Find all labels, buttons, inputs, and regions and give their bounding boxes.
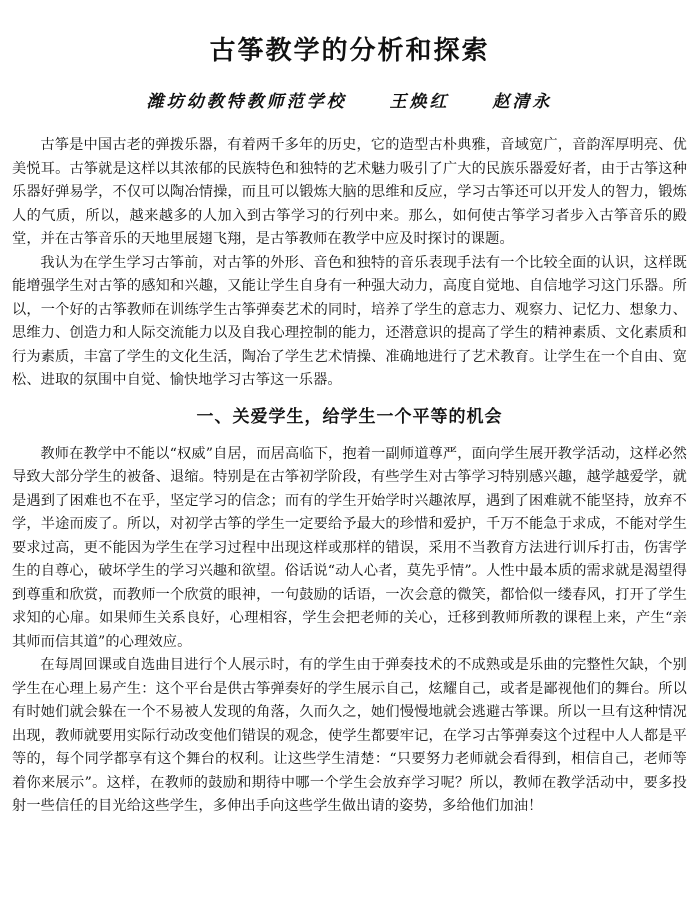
author-name-2: 赵清永 — [492, 92, 553, 112]
author-affiliation: 潍坊幼教特教师范学校 — [146, 92, 347, 112]
article-title: 古筝教学的分析和探索 — [209, 36, 490, 66]
author-name-1: 王焕红 — [389, 92, 450, 112]
paragraph-4: 在每周回课或自选曲目进行个人展示时，有的学生由于弹奏技术的不成熟或是乐曲的完整性欠缺，个别学生在心理上易产生：这个平台是供古筝弹奏好的学生展示自己，炫耀自己，或者是鄙视他们的舞台。所以有时她们就会躲在一个不易被人发现的角落，久而久之，她们慢慢地就会逃避古筝课。所以一旦有这种情况出现，教师就要用实际行动改变他们错误的观念，使学生都要牢记，在学习古筝弹奏这个过程中人人都是平等的，每个同学都享有这个舞台的权利。让这些学生清楚：“只要努力老师就会看得到，相信自己，老师等着你来展示”。这样，在教师的鼓励和期待中哪一个学生会放弃学习呢？所以，教师在教学活动中，要多投射一些信任的目光给这些学生，多伸出手向这些学生做出请的姿势，多给他们加油！ — [12, 657, 687, 814]
paragraph-3: 教师在教学中不能以“权威”自居，而居高临下，抱着一副师道尊严，面向学生展开教学活动，这样必然导致大部分学生的被备、退缩。特别是在古筝初学阶段，有些学生对古筝学习特别感兴趣，越学越爱学，就是遇到了困难也不在乎，坚定学习的信念；而有的学生开始学时兴趣浓厚，遇到了困难就不能坚持，放弃不学，半途而废了。所以，对初学古筝的学生一定要给予最大的珍惜和爱护，千万不能急于求成，不能对学生要求过高，更不能因为学生在学习过程中出现这样或那样的错误，采用不当教育方法进行训斥打击，伤害学生的自尊心，破坏学生的学习兴趣和欲望。俗话说“动人心者，莫先乎情”。人性中最本质的需求就是渴望得到尊重和欣赏，而教师一个欣赏的眼神，一句鼓励的话语，一次会意的微笑，都恰似一缕春风，打开了学生求知的心扉。如果师生关系良好，心理相容，学生会把老师的关心，迁移到教师所教的课程上来，产生“亲其师而信其道”的心理效应。 — [12, 445, 687, 650]
paragraph-2: 我认为在学生学习古筝前，对古筝的外形、音色和独特的音乐表现手法有一个比较全面的认识，这样既能增强学生对古筝的感知和兴趣，又能让学生自身有一种强大动力，高度自觉地、自信地学习这门乐器。所以，一个好的古筝教师在训练学生古筝弹奏艺术的同时，培养了学生的意志力、观察力、记忆力、想象力、思维力、创造力和人际交流能力以及自我心理控制的能力，还潜意识的提高了学生的精神素质、文化素质和行为素质，丰富了学生的文化生活，陶冶了学生艺术情操、准确地进行了艺术教育。让学生在一个自由、宽松、进取的氛围中自觉、愉快地学习古筝这一乐器。 — [12, 254, 687, 388]
article-body — [12, 134, 687, 819]
section-heading-1: 一、关爱学生，给学生一个平等的机会 — [196, 406, 503, 427]
paragraph-intro: 古筝是中国古老的弹拨乐器，有着两千多年的历史，它的造型古朴典雅，音域宽广，音韵浑厚明亮、优美悦耳。古筝就是这样以其浓郁的民族特色和独特的艺术魅力吸引了广大的民族乐器爱好者，由于古筝这种乐器好弹易学，不仅可以陶冶情操，而且可以锻炼大脑的思维和反应，学习古筝还可以开发人的智力，锻炼人的气质，所以，越来越多的人加入到古筝学习的行列中来。那么，如何使古筝学习者步入古筝音乐的殿堂，并在古筝音乐的天地里展翅飞翔，是古筝教师在教学中应及时探讨的课题。 — [12, 137, 687, 247]
author-line — [12, 90, 687, 114]
